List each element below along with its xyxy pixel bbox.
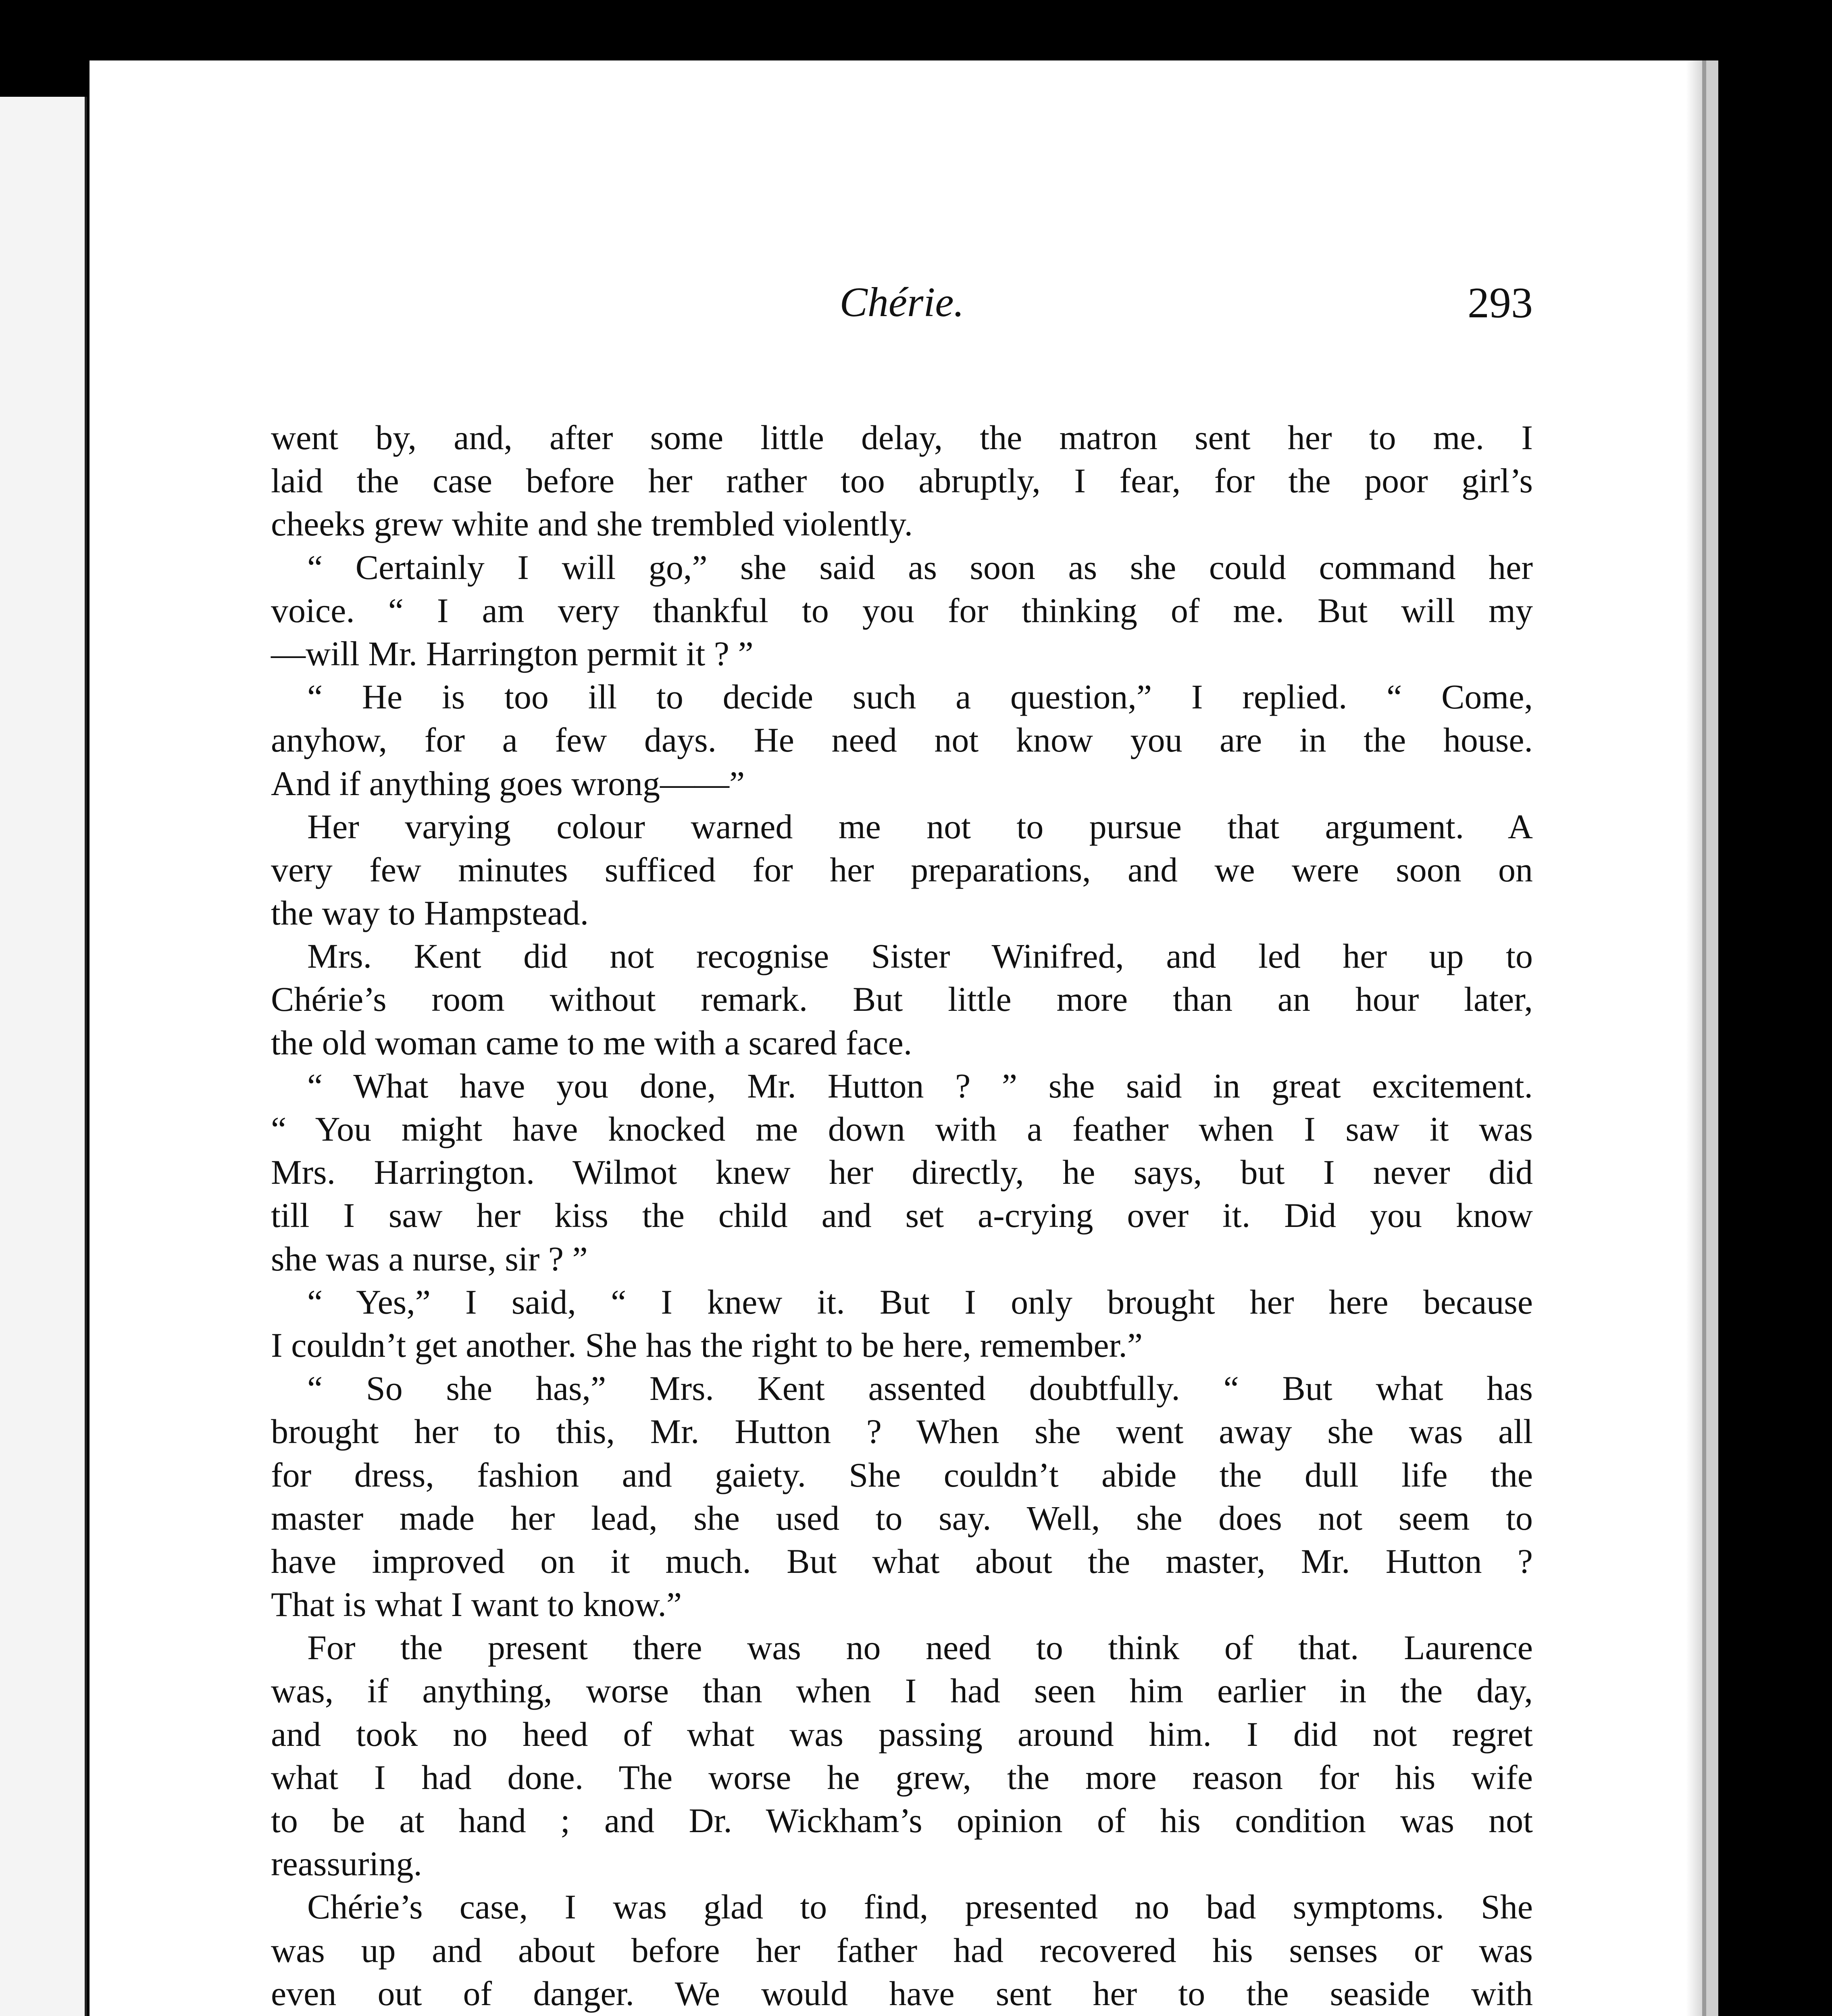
text-line: voice. “ I am very thankful to you for thinking of me. But will my <box>271 591 1533 630</box>
page-number: 293 <box>1468 279 1533 327</box>
text-line: was, if anything, worse than when I had seen him earlier in the day, <box>271 1671 1533 1710</box>
text-line: reassuring. <box>271 1844 422 1883</box>
text-line: brought her to this, Mr. Hutton ? When she went away she was all <box>271 1412 1533 1451</box>
text-line: Her varying colour warned me not to pursue that argument. A <box>307 807 1533 846</box>
book-page <box>90 60 1706 2016</box>
running-title: Chérie. <box>839 279 964 325</box>
text-line: the way to Hampstead. <box>271 893 589 933</box>
text-line: Mrs. Harrington. Wilmot knew her directly, he says, but I never did <box>271 1153 1533 1192</box>
text-line: “ What have you done, Mr. Hutton ? ” she said in great excitement. <box>307 1066 1533 1105</box>
text-line: went by, and, after some little delay, the matron sent her to me. I <box>271 418 1533 457</box>
text-line: for dress, fashion and gaiety. She couldn’t abide the dull life the <box>271 1455 1533 1494</box>
running-head <box>90 278 1702 331</box>
text-line: Chérie’s room without remark. But little more than an hour later, <box>271 980 1533 1019</box>
text-line: she was a nurse, sir ? ” <box>271 1239 588 1278</box>
text-line: cheeks grew white and she trembled violently. <box>271 504 913 544</box>
previous-page-edge <box>0 97 87 2016</box>
text-line: —will Mr. Harrington permit it ? ” <box>271 634 754 673</box>
body-text <box>271 416 1533 2016</box>
text-line: anyhow, for a few days. He need not know you are in the house. <box>271 721 1533 760</box>
text-line: Mrs. Kent did not recognise Sister Winifred, and led her up to <box>307 937 1533 976</box>
text-line: “ Yes,” I said, “ I knew it. But I only brought her here because <box>307 1282 1533 1321</box>
page-edge-shadow <box>1686 60 1702 2016</box>
text-line: was up and about before her father had recovered his senses or was <box>271 1931 1533 1970</box>
text-line: For the present there was no need to think of that. Laurence <box>307 1628 1533 1667</box>
text-line: have improved on it much. But what about the master, Mr. Hutton ? <box>271 1541 1533 1581</box>
text-line: to be at hand ; and Dr. Wickham’s opinion of his condition was not <box>271 1801 1533 1840</box>
text-line: the old woman came to me with a scared face. <box>271 1023 912 1062</box>
text-line: Chérie’s case, I was glad to find, presented no bad symptoms. She <box>307 1887 1533 1926</box>
text-line: That is what I want to know.” <box>271 1585 682 1624</box>
text-line: and took no heed of what was passing around him. I did not regret <box>271 1714 1533 1754</box>
text-line: even out of danger. We would have sent her to the seaside with <box>271 1974 1533 2013</box>
text-line: very few minutes sufficed for her preparations, and we were soon on <box>271 850 1533 889</box>
text-line: laid the case before her rather too abruptly, I fear, for the poor girl’s <box>271 461 1533 500</box>
text-line: master made her lead, she used to say. Well, she does not seem to <box>271 1498 1533 1537</box>
text-line: till I saw her kiss the child and set a-crying over it. Did you know <box>271 1196 1533 1235</box>
text-line: “ He is too ill to decide such a question,” I replied. “ Come, <box>307 677 1533 716</box>
text-line: I couldn’t get another. She has the right to be here, remember.” <box>271 1325 1143 1364</box>
text-line: And if anything goes wrong——” <box>271 764 745 803</box>
text-line: “ So she has,” Mrs. Kent assented doubtfully. “ But what has <box>307 1369 1533 1408</box>
text-line: what I had done. The worse he grew, the more reason for his wife <box>271 1758 1533 1797</box>
text-line: “ Certainly I will go,” she said as soon as she could command her <box>307 548 1533 587</box>
text-line: “ You might have knocked me down with a feather when I saw it was <box>271 1110 1533 1148</box>
